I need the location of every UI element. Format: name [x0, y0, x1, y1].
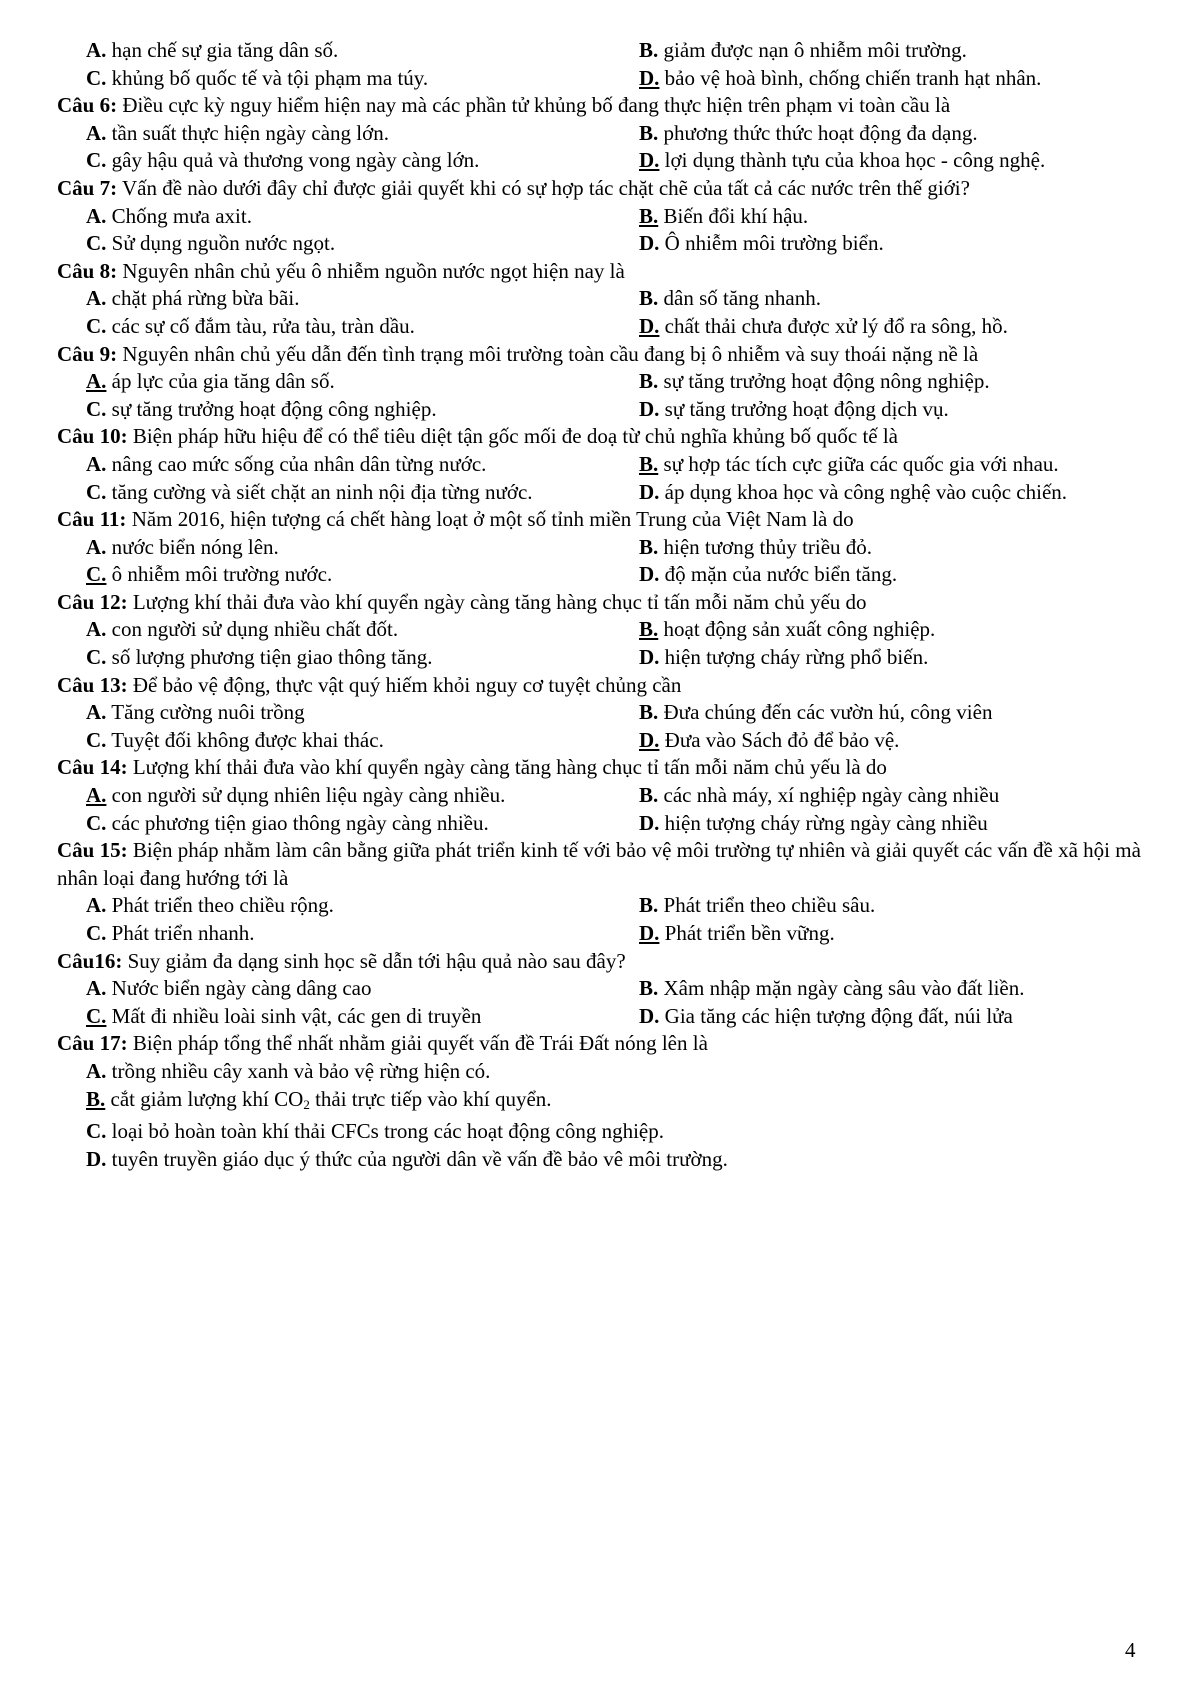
question-block — [57, 754, 1143, 837]
option-text: các sự cố đắm tàu, rửa tàu, tràn dầu. — [111, 313, 415, 338]
option-row — [57, 534, 1143, 562]
option-text: Phát triển theo chiều sâu. — [663, 893, 876, 918]
question-stem — [57, 423, 1143, 451]
option-letter: A. — [86, 976, 107, 1001]
option-letter: C. — [86, 562, 107, 587]
option-d — [639, 479, 1067, 507]
question-label: Câu 17: — [57, 1031, 128, 1056]
question-text: Nguyên nhân chủ yếu dẫn đến tình trạng môi trường toàn cầu đang bị ô nhiễm và suy thoái nặng nề là — [122, 341, 979, 366]
question-label: Câu16: — [57, 948, 123, 973]
question-17 — [57, 1030, 1143, 1173]
option-letter: C. — [86, 810, 107, 835]
question-block — [57, 258, 1143, 341]
question-label: Câu 10: — [57, 424, 128, 449]
option-row — [57, 892, 1143, 920]
question-text: Suy giảm đa dạng sinh học sẽ dẫn tới hậu quả nào sau đây? — [127, 948, 626, 973]
option-text: Phát triển nhanh. — [111, 921, 255, 945]
question-stem — [57, 258, 1143, 286]
option-letter: B. — [639, 700, 659, 725]
option-row — [57, 561, 1143, 589]
option-letter: A. — [86, 120, 107, 145]
option-text: sự tăng trưởng hoạt động dịch vụ. — [664, 396, 949, 421]
option-text: Phát triển bền vững. — [664, 921, 835, 945]
question-block — [57, 506, 1143, 589]
option-text: con người sử dụng nhiều chất đốt. — [111, 617, 399, 642]
option-d — [639, 727, 899, 755]
question-text: Để bảo vệ động, thực vật quý hiếm khỏi nguy cơ tuyệt chủng cần — [132, 672, 682, 697]
option-text: nước biển nóng lên. — [111, 534, 279, 559]
page-number: 4 — [1125, 1638, 1136, 1662]
option-text: hiện tượng cháy rừng phổ biến. — [664, 645, 929, 670]
option-letter: D. — [639, 231, 660, 256]
option-text: Đưa chúng đến các vườn hú, công viên — [663, 700, 993, 725]
option-letter: D. — [639, 396, 660, 421]
option-letter: D. — [639, 645, 660, 670]
option-a — [86, 782, 639, 810]
option-row — [57, 203, 1143, 231]
option-letter: B. — [86, 1086, 106, 1111]
option-text: con người sử dụng nhiên liệu ngày càng nhiều. — [111, 783, 506, 808]
option-row — [57, 396, 1143, 424]
option-letter: A. — [86, 893, 107, 918]
question-label: Câu 14: — [57, 755, 128, 780]
option-d — [639, 65, 1041, 93]
option-text: gây hậu quả và thương vong ngày càng lớn. — [111, 148, 480, 173]
question-label: Câu 12: — [57, 589, 128, 614]
option-d — [639, 810, 988, 838]
option-text: Nước biển ngày càng dâng cao — [111, 976, 372, 1001]
option-letter: C. — [86, 65, 107, 90]
option-text: Ô nhiễm môi trường biển. — [664, 231, 884, 256]
question-label: Câu 11: — [57, 507, 127, 532]
option-text: hiện tượng cháy rừng ngày càng nhiều — [664, 810, 988, 835]
question-block — [57, 175, 1143, 258]
option-letter: A. — [86, 534, 107, 559]
option-text: sự tăng trưởng hoạt động nông nghiệp. — [663, 369, 990, 394]
option-letter: A. — [86, 617, 107, 642]
option-text: Phát triển theo chiều rộng. — [111, 893, 334, 918]
option-d — [639, 920, 835, 948]
option-letter: D. — [639, 313, 660, 338]
option-letter: A. — [86, 369, 107, 394]
question-block — [57, 589, 1143, 672]
option-b — [639, 616, 935, 644]
option-b — [639, 782, 999, 810]
option-b — [639, 368, 990, 396]
option-text: giảm được nạn ô nhiễm môi trường. — [663, 38, 967, 62]
option-b — [639, 699, 992, 727]
option-b — [639, 285, 821, 313]
option-row — [57, 285, 1143, 313]
option-b — [639, 892, 875, 920]
option-text: khủng bố quốc tế và tội phạm ma túy. — [111, 65, 429, 90]
option-letter: A. — [86, 1058, 107, 1083]
option-text: Tuyệt đối không được khai thác. — [111, 727, 384, 752]
option-row — [57, 368, 1143, 396]
option-letter: A. — [86, 783, 107, 808]
option-text: hiện tương thủy triều đỏ. — [663, 534, 873, 559]
option-text: các phương tiện giao thông ngày càng nhiều. — [111, 810, 489, 835]
option-row — [57, 782, 1143, 810]
question-text: Biện pháp nhằm làm cân bằng giữa phát triển kinh tế với bảo vệ môi trường tự nhiên và giải quyết các vấn đề xã hội mà nhân loại đang hướng tới là — [57, 838, 1141, 890]
option-text: tăng cường và siết chặt an ninh nội địa từng nước. — [111, 479, 533, 504]
option-text: hoạt động sản xuất công nghiệp. — [663, 617, 936, 642]
option-d — [639, 396, 949, 424]
question-block — [57, 92, 1143, 175]
option-row — [57, 810, 1143, 838]
option-stack — [57, 1058, 1143, 1173]
option-letter: D. — [639, 148, 660, 173]
option-letter: A. — [86, 451, 107, 476]
option-letter: A. — [86, 700, 107, 725]
option-text: hạn chế sự gia tăng dân số. — [111, 38, 339, 62]
option-d — [639, 1003, 1013, 1031]
option-row — [57, 727, 1143, 755]
option-row — [57, 1003, 1143, 1031]
question-stem — [57, 1030, 1143, 1058]
question-text: Nguyên nhân chủ yếu ô nhiễm nguồn nước ngọt hiện nay là — [122, 258, 625, 283]
option-row — [57, 313, 1143, 341]
option-c — [86, 479, 639, 507]
option-text: ô nhiễm môi trường nước. — [111, 562, 333, 587]
option-text: áp lực của gia tăng dân số. — [111, 369, 335, 394]
option-row — [57, 644, 1143, 672]
question-text: Năm 2016, hiện tượng cá chết hàng loạt ở một số tỉnh miền Trung của Việt Nam là do — [131, 507, 854, 532]
option-c — [86, 1118, 1143, 1146]
option-letter: A. — [86, 286, 107, 311]
option-text: loại bỏ hoàn toàn khí thải CFCs trong các hoạt động công nghiệp. — [111, 1119, 664, 1144]
option-d — [639, 147, 1045, 175]
question-text: Biện pháp hữu hiệu để có thể tiêu diệt tận gốc mối đe doạ từ chủ nghĩa khủng bố quốc tế là — [132, 424, 899, 449]
option-letter: B. — [639, 451, 659, 476]
subscript: 2 — [303, 1096, 310, 1112]
option-a — [86, 892, 639, 920]
option-letter: C. — [86, 313, 107, 338]
question-block — [57, 837, 1143, 947]
question-label: Câu 13: — [57, 672, 128, 697]
option-letter: D. — [639, 65, 660, 90]
option-c — [86, 230, 639, 258]
option-c — [86, 396, 639, 424]
option-c — [86, 147, 639, 175]
option-letter: D. — [639, 727, 660, 752]
question-label: Câu 15: — [57, 838, 128, 863]
option-text: trồng nhiều cây xanh và bảo vệ rừng hiện có. — [111, 1058, 491, 1083]
option-text: sự hợp tác tích cực giữa các quốc gia với nhau. — [663, 451, 1059, 476]
option-text: sự tăng trưởng hoạt động công nghiệp. — [111, 396, 437, 421]
question-stem — [57, 948, 1143, 976]
option-letter: A. — [86, 203, 107, 228]
option-a — [86, 975, 639, 1003]
option-text: nâng cao mức sống của nhân dân từng nước. — [111, 451, 487, 476]
option-letter: B. — [639, 120, 659, 145]
question-stem — [57, 341, 1143, 369]
question-stem — [57, 92, 1143, 120]
option-row — [57, 120, 1143, 148]
option-row — [57, 147, 1143, 175]
option-letter: C. — [86, 921, 107, 945]
option-text: độ mặn của nước biển tăng. — [664, 562, 898, 587]
option-c — [86, 1003, 639, 1031]
question-stem — [57, 175, 1143, 203]
option-text: lợi dụng thành tựu của khoa học - công nghệ. — [664, 148, 1046, 173]
question-text: Lượng khí thải đưa vào khí quyển ngày càng tăng hàng chục tỉ tấn mỗi năm chủ yếu là do — [132, 755, 887, 780]
option-c — [86, 65, 639, 93]
option-letter: C. — [86, 1119, 107, 1144]
option-a — [86, 37, 639, 65]
option-a — [86, 699, 639, 727]
option-row — [57, 37, 1143, 65]
option-letter: C. — [86, 231, 107, 256]
option-text: dân số tăng nhanh. — [663, 286, 821, 311]
option-b — [639, 975, 1024, 1003]
question-text: Lượng khí thải đưa vào khí quyển ngày càng tăng hàng chục tỉ tấn mỗi năm chủ yếu do — [132, 589, 867, 614]
question-label: Câu 7: — [57, 175, 118, 200]
option-letter: D. — [86, 1146, 107, 1171]
question-stem — [57, 837, 1143, 892]
option-row — [57, 699, 1143, 727]
option-row — [57, 616, 1143, 644]
option-text: Sử dụng nguồn nước ngọt. — [111, 231, 336, 256]
option-letter: B. — [639, 38, 659, 62]
option-a — [86, 120, 639, 148]
option-c — [86, 313, 639, 341]
option-a — [86, 203, 639, 231]
option-letter: B. — [639, 893, 659, 918]
question-label: Câu 8: — [57, 258, 118, 283]
option-text: Mất đi nhiều loài sinh vật, các gen di truyền — [111, 1003, 482, 1028]
option-c — [86, 561, 639, 589]
option-d — [639, 230, 884, 258]
question-stem — [57, 754, 1143, 782]
option-row — [57, 479, 1143, 507]
question-list — [57, 92, 1143, 1030]
option-letter: C. — [86, 479, 107, 504]
option-row — [57, 451, 1143, 479]
question-block — [57, 341, 1143, 424]
option-a — [86, 616, 639, 644]
option-row — [57, 975, 1143, 1003]
option-text: Biến đổi khí hậu. — [663, 203, 809, 228]
question-text: Điều cực kỳ nguy hiểm hiện nay mà các phần tử khủng bố đang thực hiện trên phạm vi toàn cầu là — [122, 93, 951, 118]
option-letter: D. — [639, 1003, 660, 1028]
option-letter: C. — [86, 645, 107, 670]
option-b — [86, 1086, 1143, 1119]
option-text-after: thải trực tiếp vào khí quyển. — [309, 1086, 552, 1111]
option-text: chất thải chưa được xử lý đổ ra sông, hồ. — [664, 313, 1008, 338]
question-block — [57, 672, 1143, 755]
document-body — [57, 37, 1143, 1173]
option-text: tần suất thực hiện ngày càng lớn. — [111, 120, 389, 145]
option-a — [86, 1058, 1143, 1086]
option-d — [639, 561, 897, 589]
option-letter: B. — [639, 617, 659, 642]
option-text: áp dụng khoa học và công nghệ vào cuộc chiến. — [664, 479, 1068, 504]
option-row — [57, 230, 1143, 258]
option-letter: C. — [86, 396, 107, 421]
option-text: Gia tăng các hiện tượng động đất, núi lửa — [664, 1003, 1013, 1028]
option-a — [86, 451, 639, 479]
option-letter: B. — [639, 203, 659, 228]
question-text: Biện pháp tổng thể nhất nhằm giải quyết vấn đề Trái Đất nóng lên là — [132, 1031, 708, 1056]
option-text: số lượng phương tiện giao thông tăng. — [111, 645, 433, 670]
option-b — [639, 534, 872, 562]
option-letter: B. — [639, 976, 659, 1001]
option-c — [86, 644, 639, 672]
option-a — [86, 285, 639, 313]
option-c — [86, 810, 639, 838]
option-text: tuyên truyền giáo dục ý thức của người dân về vấn đề bảo vê môi trường. — [111, 1146, 728, 1171]
option-b — [639, 451, 1059, 479]
option-text: Đưa vào Sách đỏ để bảo vệ. — [664, 727, 900, 752]
option-row — [57, 920, 1143, 948]
option-text: Chống mưa axit. — [111, 203, 252, 228]
option-a — [86, 368, 639, 396]
option-d — [86, 1146, 1143, 1174]
option-a — [86, 534, 639, 562]
option-b — [639, 37, 967, 65]
question-label: Câu 6: — [57, 93, 118, 118]
option-letter: B. — [639, 369, 659, 394]
option-text: chặt phá rừng bừa bãi. — [111, 286, 300, 311]
option-b — [639, 203, 808, 231]
option-letter: D. — [639, 562, 660, 587]
option-d — [639, 644, 928, 672]
option-d — [639, 313, 1008, 341]
option-text: phương thức thức hoạt động đa dạng. — [663, 120, 978, 145]
question-block — [57, 948, 1143, 1031]
option-letter: C. — [86, 1003, 107, 1028]
question-stem — [57, 506, 1143, 534]
option-letter: A. — [86, 38, 107, 62]
option-letter: D. — [639, 921, 660, 945]
question-stem — [57, 672, 1143, 700]
option-letter: B. — [639, 783, 659, 808]
option-row — [57, 65, 1143, 93]
question-text: Vấn đề nào dưới đây chỉ được giải quyết khi có sự hợp tác chặt chẽ của tất cả các nước trên thế giới? — [121, 175, 970, 200]
option-text: Xâm nhập mặn ngày càng sâu vào đất liền. — [663, 976, 1025, 1001]
option-letter: C. — [86, 148, 107, 173]
question-label: Câu 9: — [57, 341, 118, 366]
option-c — [86, 727, 639, 755]
option-b — [639, 120, 978, 148]
option-letter: B. — [639, 534, 659, 559]
option-letter: D. — [639, 810, 660, 835]
option-letter: B. — [639, 286, 659, 311]
option-letter: C. — [86, 727, 107, 752]
option-text: bảo vệ hoà bình, chống chiến tranh hạt nhân. — [664, 65, 1042, 90]
option-letter: D. — [639, 479, 660, 504]
option-text: các nhà máy, xí nghiệp ngày càng nhiều — [663, 783, 1000, 808]
option-text-before: cắt giảm lượng khí CO — [110, 1086, 304, 1111]
option-c — [86, 920, 639, 948]
question-block — [57, 423, 1143, 506]
question-stem — [57, 589, 1143, 617]
option-text: Tăng cường nuôi trồng — [111, 700, 305, 725]
